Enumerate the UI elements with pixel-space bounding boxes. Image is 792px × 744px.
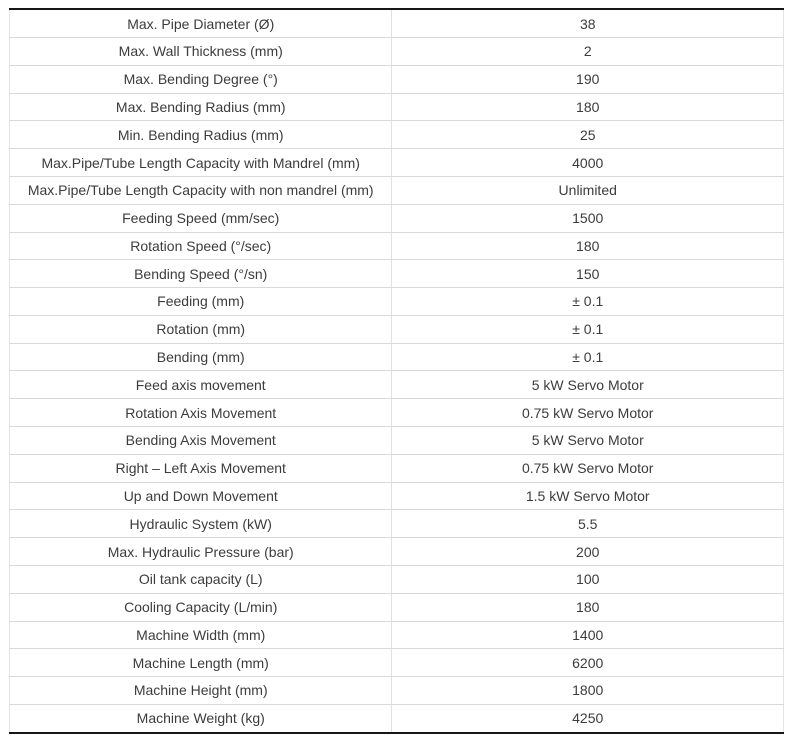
- spec-value: 4250: [392, 704, 784, 733]
- table-row: [10, 649, 784, 677]
- table-row: [10, 204, 784, 232]
- table-row: [10, 93, 784, 121]
- table-row: [10, 454, 784, 482]
- spec-label: Bending (mm): [10, 343, 392, 371]
- spec-value: 1800: [392, 677, 784, 705]
- table-row: [10, 482, 784, 510]
- spec-label: Max. Pipe Diameter (Ø): [10, 9, 392, 38]
- table-row: [10, 399, 784, 427]
- spec-value: 200: [392, 538, 784, 566]
- spec-value: 38: [392, 9, 784, 38]
- spec-value: 180: [392, 232, 784, 260]
- spec-label: Max. Bending Radius (mm): [10, 93, 392, 121]
- spec-value: 5 kW Servo Motor: [392, 371, 784, 399]
- spec-label: Hydraulic System (kW): [10, 510, 392, 538]
- table-row: [10, 677, 784, 705]
- table-row: [10, 121, 784, 149]
- spec-value: ± 0.1: [392, 343, 784, 371]
- spec-value: 25: [392, 121, 784, 149]
- spec-value: 2: [392, 38, 784, 66]
- spec-label: Feed axis movement: [10, 371, 392, 399]
- table-row: [10, 232, 784, 260]
- table-row: [10, 9, 784, 38]
- spec-label: Machine Length (mm): [10, 649, 392, 677]
- spec-value: 0.75 kW Servo Motor: [392, 399, 784, 427]
- spec-value: 180: [392, 593, 784, 621]
- table-row: [10, 315, 784, 343]
- spec-label: Bending Axis Movement: [10, 427, 392, 455]
- spec-label: Max. Wall Thickness (mm): [10, 38, 392, 66]
- spec-value: 4000: [392, 149, 784, 177]
- spec-value: 5.5: [392, 510, 784, 538]
- spec-value: 180: [392, 93, 784, 121]
- spec-label: Cooling Capacity (L/min): [10, 593, 392, 621]
- spec-label: Machine Height (mm): [10, 677, 392, 705]
- spec-label: Oil tank capacity (L): [10, 565, 392, 593]
- table-row: [10, 510, 784, 538]
- table-row: [10, 288, 784, 316]
- spec-value: 6200: [392, 649, 784, 677]
- spec-label: Rotation Axis Movement: [10, 399, 392, 427]
- spec-label: Right – Left Axis Movement: [10, 454, 392, 482]
- spec-value: 150: [392, 260, 784, 288]
- spec-value: 1400: [392, 621, 784, 649]
- spec-table-body: [10, 9, 784, 733]
- spec-label: Machine Width (mm): [10, 621, 392, 649]
- table-row: [10, 621, 784, 649]
- spec-value: ± 0.1: [392, 288, 784, 316]
- spec-value: 190: [392, 65, 784, 93]
- spec-value: 1500: [392, 204, 784, 232]
- spec-value: 5 kW Servo Motor: [392, 427, 784, 455]
- spec-value: Unlimited: [392, 177, 784, 205]
- spec-label: Max.Pipe/Tube Length Capacity with Mandrel (mm): [10, 149, 392, 177]
- spec-label: Feeding (mm): [10, 288, 392, 316]
- spec-label: Machine Weight (kg): [10, 704, 392, 733]
- table-row: [10, 565, 784, 593]
- spec-label: Max. Hydraulic Pressure (bar): [10, 538, 392, 566]
- table-row: [10, 704, 784, 733]
- table-row: [10, 538, 784, 566]
- table-row: [10, 38, 784, 66]
- table-row: [10, 260, 784, 288]
- table-row: [10, 149, 784, 177]
- spec-label: Rotation Speed (°/sec): [10, 232, 392, 260]
- table-row: [10, 177, 784, 205]
- spec-value: 1.5 kW Servo Motor: [392, 482, 784, 510]
- spec-label: Bending Speed (°/sn): [10, 260, 392, 288]
- spec-table: [9, 8, 784, 734]
- spec-label: Max. Bending Degree (°): [10, 65, 392, 93]
- table-row: [10, 427, 784, 455]
- spec-value: ± 0.1: [392, 315, 784, 343]
- table-row: [10, 593, 784, 621]
- table-row: [10, 371, 784, 399]
- spec-label: Max.Pipe/Tube Length Capacity with non mandrel (mm): [10, 177, 392, 205]
- table-row: [10, 65, 784, 93]
- spec-value: 0.75 kW Servo Motor: [392, 454, 784, 482]
- spec-label: Up and Down Movement: [10, 482, 392, 510]
- spec-label: Feeding Speed (mm/sec): [10, 204, 392, 232]
- spec-value: 100: [392, 565, 784, 593]
- spec-label: Min. Bending Radius (mm): [10, 121, 392, 149]
- spec-label: Rotation (mm): [10, 315, 392, 343]
- table-row: [10, 343, 784, 371]
